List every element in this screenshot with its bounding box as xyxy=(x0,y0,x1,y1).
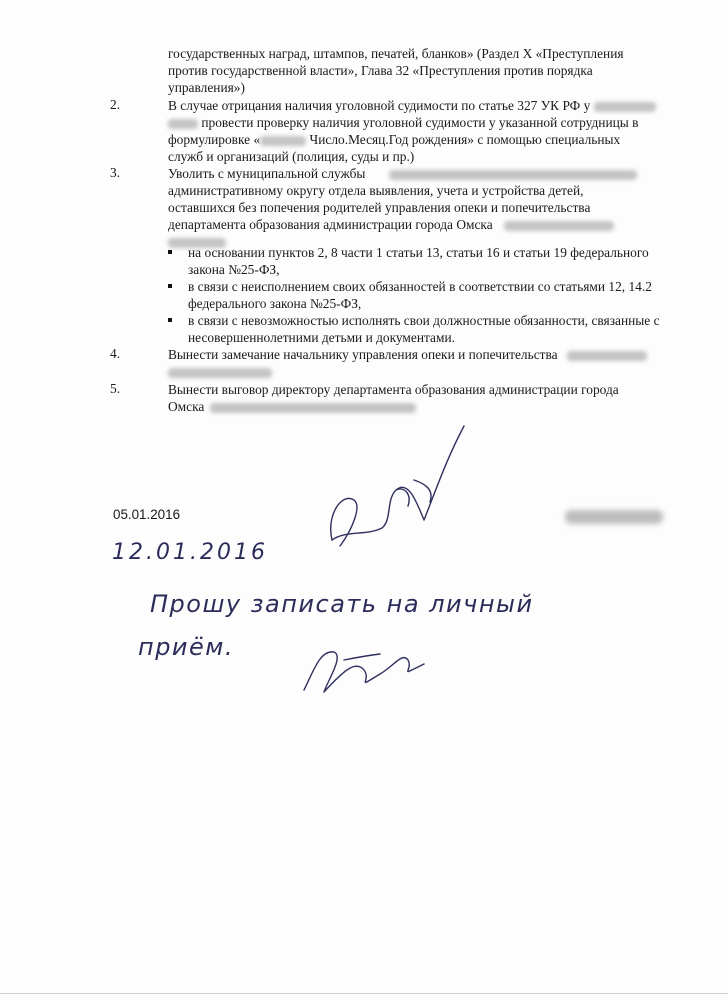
document-date: 05.01.2016 xyxy=(113,507,181,522)
item-4-text xyxy=(168,346,684,380)
bullet-icon xyxy=(168,318,172,322)
bullet-icon xyxy=(168,284,172,288)
list-item: в связи с невозможностью исполнять свои должностные обязанности, связанные с несовершеннолетними детьми и документами. xyxy=(168,312,684,346)
redacted-surname xyxy=(260,136,306,146)
redacted-name xyxy=(594,102,656,112)
item-5-text xyxy=(168,381,684,415)
bullet-icon xyxy=(168,250,172,254)
redacted-position xyxy=(389,170,637,180)
signature-image xyxy=(284,630,444,700)
item-3-line-2: административному округу отдела выявления, учета и устройства детей, xyxy=(168,183,584,198)
intro-line-3: управления») xyxy=(168,80,245,95)
item-2-line-1: В случае отрицания наличия уголовной судимости по статье 327 УК РФ у xyxy=(168,98,591,113)
handwritten-date: 12.01.2016 xyxy=(112,540,268,565)
intro-line-1: государственных наград, штампов, печатей, бланков» (Раздел X «Преступления xyxy=(168,46,624,61)
intro-line-2: против государственной власти», Глава 32 «Преступления против порядка xyxy=(168,63,593,78)
item-2-number: 2. xyxy=(110,97,121,112)
redacted-head-name xyxy=(567,351,647,361)
item-3-text xyxy=(168,165,684,250)
redacted-initials xyxy=(168,119,198,129)
item-4-line-1: Вынести замечание начальнику управления опеки и попечительства xyxy=(168,347,558,362)
redacted-head-patronymic xyxy=(168,368,272,378)
item-4-number: 4. xyxy=(110,346,121,361)
handwritten-line-2: приём. xyxy=(138,633,235,661)
item-3-line-3: оставшихся без попечения родителей управления опеки и попечительства xyxy=(168,200,591,215)
item-2-line-4: служб и организаций (полиция, суды и пр.) xyxy=(168,149,415,164)
item-3-line-1: Уволить с муниципальной службы xyxy=(168,166,366,181)
signature-image xyxy=(296,420,486,560)
item-5-number: 5. xyxy=(110,381,121,396)
intro-continuation xyxy=(168,45,684,96)
item-2-line-3b: Число.Месяц.Год рождения» с помощью специальных xyxy=(309,132,621,147)
redacted-director-name xyxy=(210,403,416,413)
page-bottom-edge xyxy=(0,993,728,994)
list-item: на основании пунктов 2, 8 части 1 статьи 13, статьи 16 и статьи 19 федерального закона №25-ФЗ, xyxy=(168,244,684,278)
item-3-number: 3. xyxy=(110,165,121,180)
list-item: в связи с неисполнением своих обязанностей в соответствии со статьями 12, 14.2 федерального закона №25-ФЗ, xyxy=(168,278,684,312)
item-2-line-3a: формулировке « xyxy=(168,132,261,147)
item-2-line-2: провести проверку наличия уголовной судимости у указанной сотрудницы в xyxy=(201,115,639,130)
handwritten-line-1: Прошу записать на личный xyxy=(150,590,534,618)
item-5-line-1: Вынести выговор директору департамента образования администрации города xyxy=(168,382,619,397)
redacted-signatory xyxy=(565,510,663,524)
dismissal-reasons-list xyxy=(168,244,684,346)
item-2-text xyxy=(168,97,684,165)
redacted-employee xyxy=(504,221,614,231)
item-5-line-2: Омска xyxy=(168,399,205,414)
item-3-line-4: департамента образования администрации города Омска xyxy=(168,217,493,232)
